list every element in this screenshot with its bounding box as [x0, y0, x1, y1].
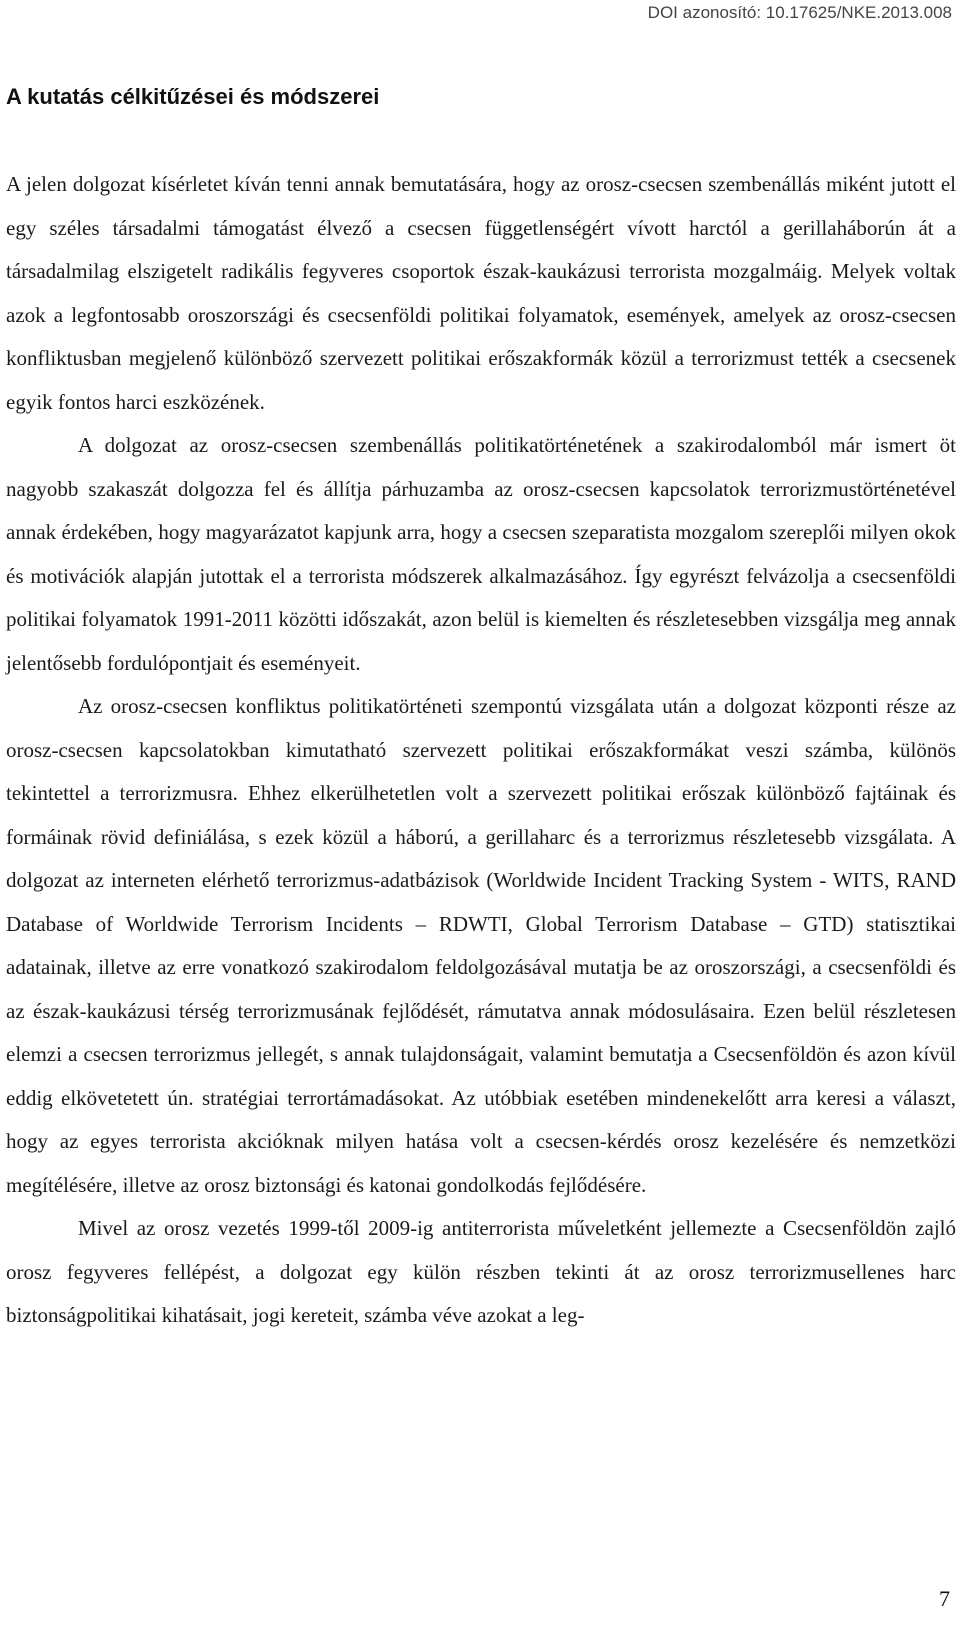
- section-heading: A kutatás célkitűzései és módszerei: [6, 84, 380, 109]
- doi-identifier: DOI azonosító: 10.17625/NKE.2013.008: [647, 3, 952, 22]
- paragraph-antiterrorist-operation: Mivel az orosz vezetés 1999-től 2009-ig antiterrorista műveletként jellemezte a Csecsenföldön zajló orosz fegyveres fellépést, a dolgozat egy külön részben tekinti át az orosz terrorizmusellenes harc biztonságpolitikai kihatásait, jogi kereteit, számba véve azokat a leg-: [6, 1216, 956, 1327]
- paragraph-periods: A dolgozat az orosz-csecsen szembenállás politikatörténetének a szakirodalomból már ismert öt nagyobb szakaszát dolgozza fel és állítja párhuzamba az orosz-csecsen kapcsolatok terrorizmustörténetével annak érdekében, hogy magyarázatot kapjunk arra, hogy a csecsen szeparatista mozgalom szereplői milyen okok és motivációk alapján jutottak el a terrorista módszerek alkalmazásához. Így egyrészt felvázolja a csecsenföldi politikai folyamatok 1991-2011 közötti időszakát, azon belül is kiemelten és részletesebben vizsgálja meg annak jelentősebb fordulópontjait és eseményeit.: [6, 433, 956, 675]
- body-text: [6, 163, 956, 1338]
- page-number: 7: [939, 1586, 950, 1611]
- paragraph-intro: A jelen dolgozat kísérletet kíván tenni annak bemutatására, hogy az orosz-csecsen szembenállás miként jutott el egy széles társadalmi támogatást élvező a csecsen függetlenségért vívott harctól a gerillaháborún át a társadalmilag elszigetelt radikális fegyveres csoportok észak-kaukázusi terrorista mozgalmáig. Melyek voltak azok a legfontosabb oroszországi és csecsenföldi politikai folyamatok, események, amelyek az orosz-csecsen konfliktusban megjelenő különböző szervezett politikai erőszakformák közül a terrorizmust tették a csecsenek egyik fontos harci eszközének.: [6, 172, 956, 414]
- paragraph-political-violence: Az orosz-csecsen konfliktus politikatörténeti szempontú vizsgálata után a dolgozat központi része az orosz-csecsen kapcsolatokban kimutatható szervezett politikai erőszakformákat veszi számba, különös tekintettel a terrorizmusra. Ehhez elkerülhetetlen volt a szervezett politikai erőszak különböző fajtáinak és formáinak rövid definiálása, s ezek közül a háború, a gerillaharc és a terrorizmus részletesebb vizsgálata. A dolgozat az interneten elérhető terrorizmus-adatbázisok (Worldwide Incident Tracking System - WITS, RAND Database of Worldwide Terrorism Incidents – RDWTI, Global Terrorism Database – GTD) statisztikai adatainak, illetve az erre vonatkozó szakirodalom feldolgozásával mutatja be az oroszországi, a csecsenföldi és az észak-kaukázusi térség terrorizmusának fejlődését, rámutatva annak módosulásaira. Ezen belül részletesen elemzi a csecsen terrorizmus jellegét, s annak tulajdonságait, valamint bemutatja a Csecsenföldön és azon kívül eddig elkövetetett ún. stratégiai terrortámadásokat. Az utóbbiak esetében mindenekelőtt arra keresi a választ, hogy az egyes terrorista akcióknak milyen hatása volt a csecsen-kérdés orosz kezelésére és nemzetközi megítélésére, illetve az orosz biztonsági és katonai gondolkodás fejlődésére.: [6, 694, 956, 1197]
